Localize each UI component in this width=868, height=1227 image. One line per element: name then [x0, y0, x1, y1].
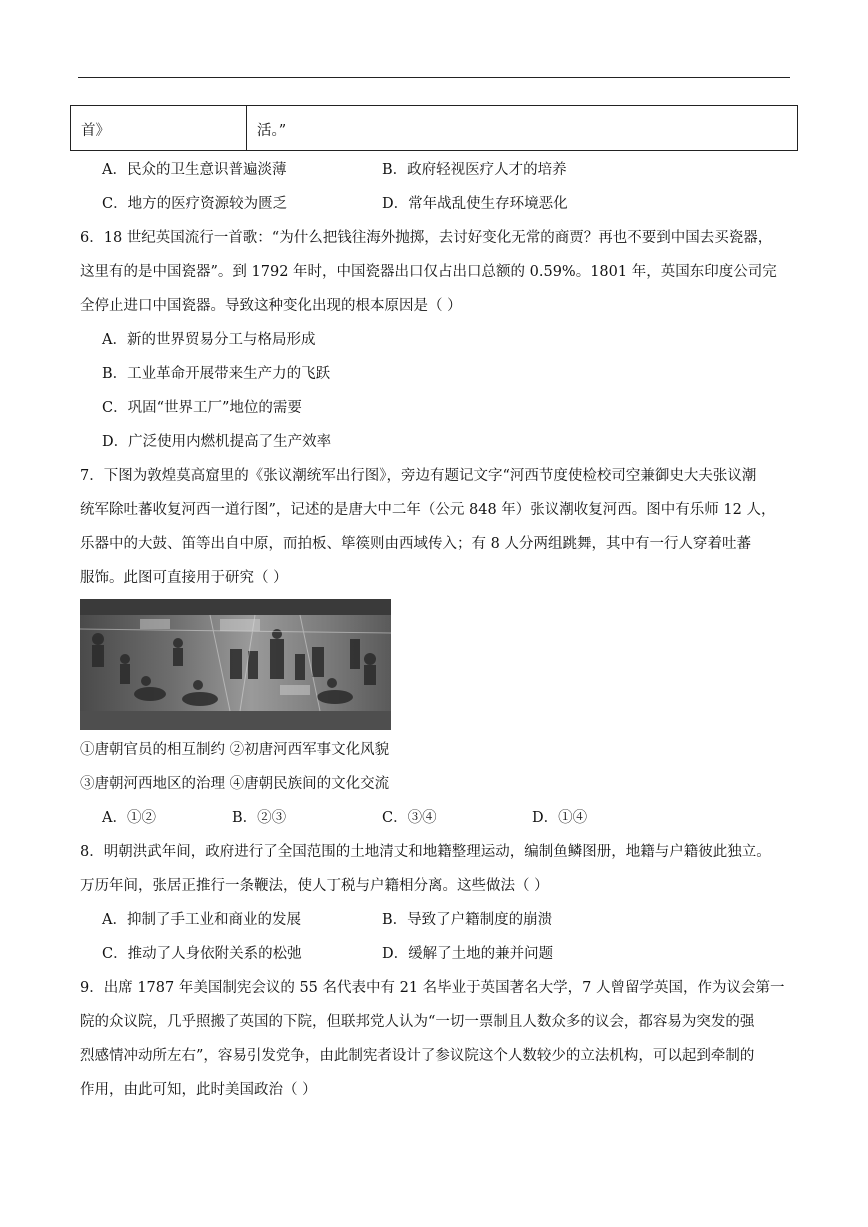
q6-text-line: 这里有的是中国瓷器”。到 1792 年时，中国瓷器出口仅占出口总额的 0.59%。1801 年，英国东印度公司完 — [80, 264, 777, 280]
q5-option-d: D．常年战乱使生存环境恶化 — [382, 196, 568, 212]
q6-option-c: C．巩固“世界工厂”地位的需要 — [102, 400, 302, 416]
q6-text-line: 全停止进口中国瓷器。导致这种变化出现的根本原因是（ ） — [80, 298, 462, 314]
q6-text-line: 6．18 世纪英国流行一首歌：“为什么把钱往海外抛掷，去讨好变化无常的商贾？再也不要到中国去买瓷器， — [80, 230, 773, 246]
q6-option-d: D．广泛使用内燃机提高了生产效率 — [102, 434, 332, 450]
table-cell-left: 首》 — [71, 106, 247, 150]
q8-option-b: B．导致了户籍制度的崩溃 — [382, 912, 553, 928]
mural-image — [80, 599, 391, 730]
q5-option-a: A．民众的卫生意识普遍淡薄 — [102, 162, 287, 178]
q8-option-c: C．推动了人身依附关系的松弛 — [102, 946, 302, 962]
q8-option-a: A．抑制了手工业和商业的发展 — [102, 912, 301, 928]
q7-option-a: A．①② — [102, 810, 156, 826]
q5-option-b: B．政府轻视医疗人才的培养 — [382, 162, 567, 178]
q6-option-a: A．新的世界贸易分工与格局形成 — [102, 332, 316, 348]
q9-text-line: 烈感情冲动所左右”，容易引发党争，由此制宪者设计了参议院这个人数较少的立法机构，可以起到牵制的 — [80, 1048, 755, 1064]
q7-text-line: 统军除吐蕃收复河西一道行图”，记述的是唐大中二年（公元 848 年）张议潮收复河西。图中有乐师 12 人， — [80, 502, 776, 518]
q8-text-line: 万历年间，张居正推行一条鞭法，使人丁税与户籍相分离。这些做法（ ） — [80, 878, 549, 894]
q9-text-line: 院的众议院，几乎照搬了英国的下院，但联邦党人认为“一切一票制且人数众多的议会，都容易为突发的强 — [80, 1014, 755, 1030]
q7-item-line: ③唐朝河西地区的治理 ④唐朝民族间的文化交流 — [80, 776, 390, 792]
header-rule — [78, 77, 790, 78]
table-fragment — [70, 105, 798, 151]
q8-option-d: D．缓解了土地的兼并问题 — [382, 946, 554, 962]
q7-option-c: C．③④ — [382, 810, 437, 826]
q7-text-line: 乐器中的大鼓、笛等出自中原，而拍板、筚篌则由西域传入；有 8 人分两组跳舞，其中有一行人穿着吐蕃 — [80, 536, 751, 552]
table-cell-right: 活。” — [257, 123, 287, 139]
q7-text-line: 服饰。此图可直接用于研究（ ） — [80, 570, 288, 586]
q9-text-line: 9．出席 1787 年美国制宪会议的 55 名代表中有 21 名毕业于英国著名大学，7 人曾留学英国，作为议会第一 — [80, 980, 785, 996]
q7-option-b: B．②③ — [232, 810, 287, 826]
q7-item-line: ①唐朝官员的相互制约 ②初唐河西军事文化风貌 — [80, 742, 390, 758]
q8-text-line: 8．明朝洪武年间，政府进行了全国范围的土地清丈和地籍整理运动，编制鱼鳞图册，地籍与户籍彼此独立。 — [80, 844, 771, 860]
q6-option-b: B．工业革命开展带来生产力的飞跃 — [102, 366, 331, 382]
q9-text-line: 作用，由此可知，此时美国政治（ ） — [80, 1082, 317, 1098]
q7-text-line: 7．下图为敦煌莫高窟里的《张议潮统军出行图》，旁边有题记文字“河西节度使检校司空兼御史大夫张议潮 — [80, 468, 757, 484]
q7-option-d: D．①④ — [532, 810, 588, 826]
q5-option-c: C．地方的医疗资源较为匮乏 — [102, 196, 288, 212]
